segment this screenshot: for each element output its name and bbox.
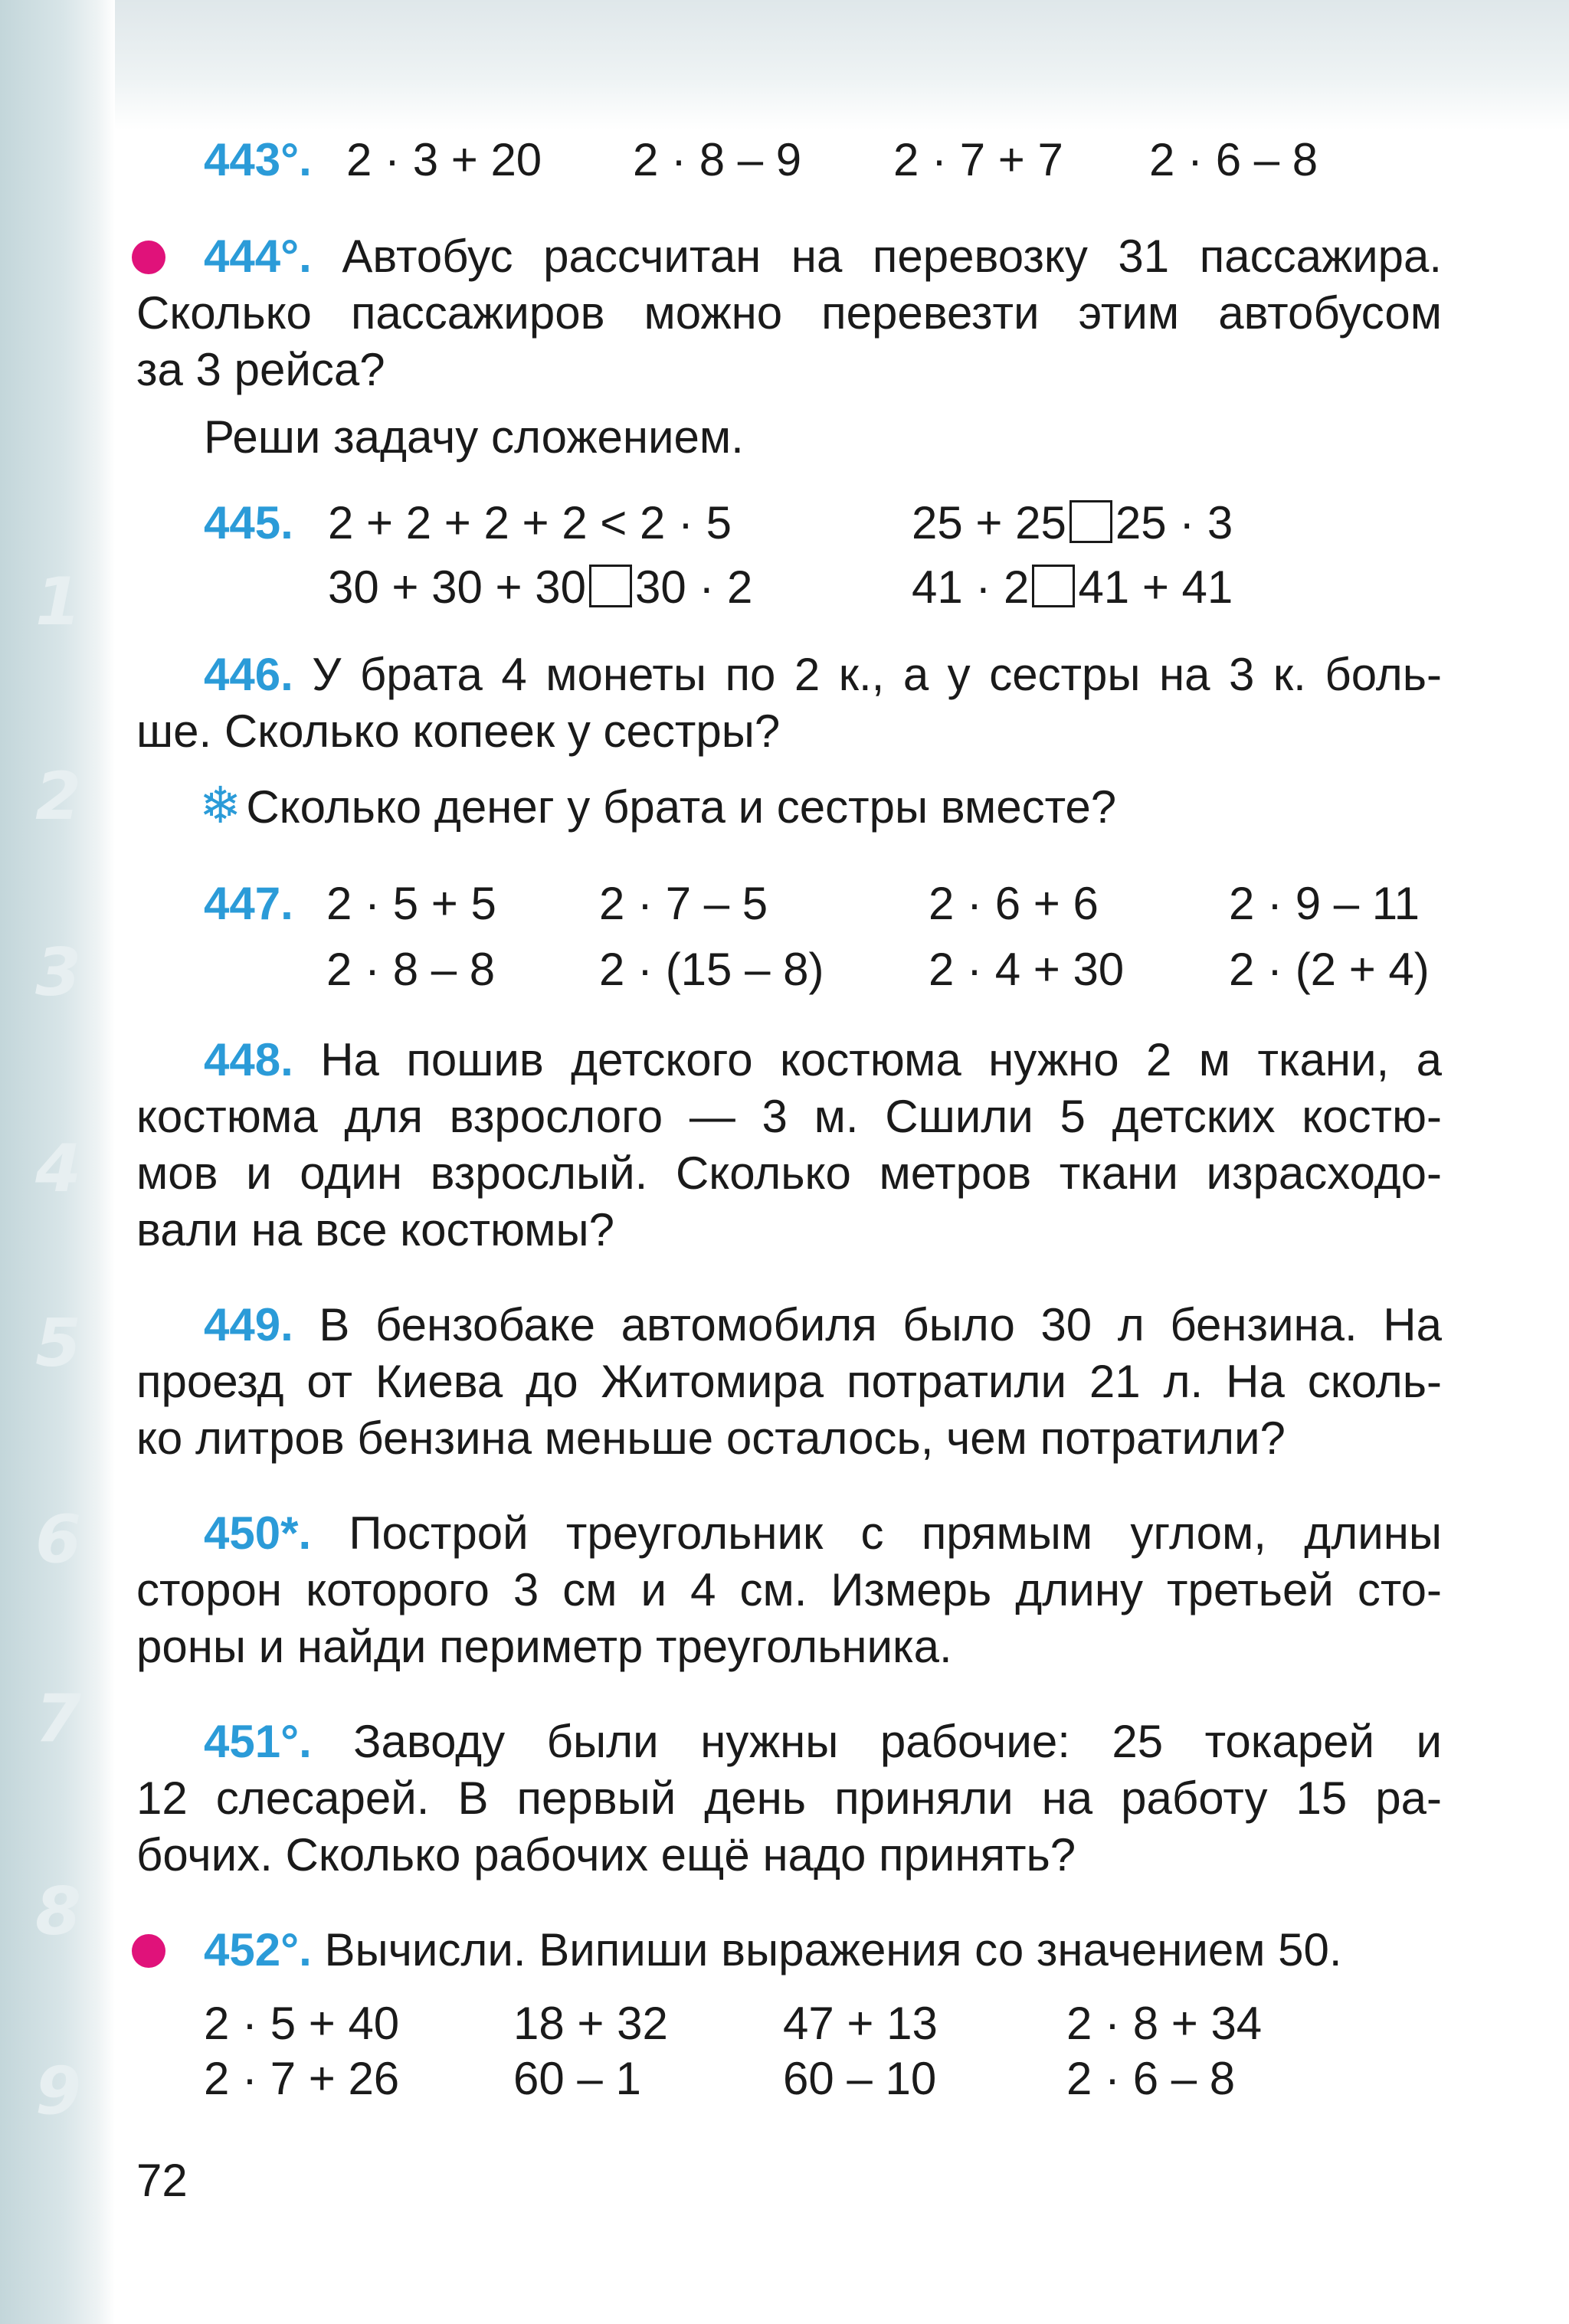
expression: 2 · 8 – 8 bbox=[326, 944, 496, 995]
comparison: 30 + 30 + 30 30 · 2 bbox=[328, 561, 753, 613]
side-strip bbox=[0, 0, 115, 2324]
text-line: сторон которого 3 см и 4 см. Измерь длину третьей сто- bbox=[136, 1564, 1442, 1615]
side-number: 3 bbox=[35, 935, 81, 1011]
expression: 2 · (15 – 8) bbox=[599, 944, 824, 995]
exercise-448 bbox=[136, 1032, 1442, 1259]
snowflake-icon: ❄ bbox=[199, 777, 242, 833]
side-number: 8 bbox=[35, 1874, 81, 1950]
expression: 2 · 6 – 8 bbox=[1149, 134, 1318, 185]
expression: 2 · (2 + 4) bbox=[1229, 944, 1430, 995]
exercise-444 bbox=[136, 228, 1442, 466]
exercise-443 bbox=[136, 132, 1442, 188]
expression: 2 · 5 + 40 bbox=[204, 1998, 400, 2049]
text-line: бочих. Сколько рабочих ещё надо принять? bbox=[136, 1829, 1076, 1880]
side-number: 9 bbox=[35, 2053, 81, 2129]
side-number: 6 bbox=[35, 1501, 81, 1578]
extra-task: ❄ Сколько денег у брата и сестры вместе? bbox=[199, 777, 1117, 833]
text-line: мов и один взрослый. Сколько метров ткани израсходо- bbox=[136, 1147, 1442, 1199]
text-line: за 3 рейса? bbox=[136, 344, 385, 395]
exercise-447 bbox=[136, 876, 1442, 1007]
text-line: Вычисли. Випиши выражения со значением 50. bbox=[324, 1924, 1342, 1975]
answer-box[interactable] bbox=[589, 565, 632, 607]
instruction: Реши задачу сложением. bbox=[204, 411, 744, 463]
page-content bbox=[136, 132, 1442, 2106]
expression: 60 – 10 bbox=[783, 2053, 937, 2104]
expression: 2 · 3 + 20 bbox=[346, 134, 542, 185]
text-line: проезд от Киева до Житомира потратили 21 л. На сколь- bbox=[136, 1356, 1442, 1407]
expression: 2 · 8 + 34 bbox=[1066, 1998, 1263, 2049]
answer-box[interactable] bbox=[1069, 500, 1112, 543]
side-number: 7 bbox=[35, 1681, 81, 1757]
exercise-number: 444°. bbox=[204, 231, 312, 282]
exercise-number: 450*. bbox=[204, 1507, 312, 1559]
expression: 2 · 7 – 5 bbox=[599, 878, 768, 929]
expression: 2 · 6 + 6 bbox=[929, 878, 1099, 929]
text-line: ко литров бензина меньше осталось, чем потратили? bbox=[136, 1412, 1286, 1464]
text-line: ше. Сколько копеек у сестры? bbox=[136, 705, 781, 757]
answer-box[interactable] bbox=[1032, 565, 1075, 607]
exercise-number: 451°. bbox=[204, 1716, 312, 1767]
exercise-452 bbox=[136, 1922, 1442, 2106]
exercise-number: 445. bbox=[204, 497, 293, 548]
side-number: 2 bbox=[35, 758, 81, 835]
expression: 2 · 6 – 8 bbox=[1066, 2053, 1236, 2104]
text-line: Сколько пассажиров можно перевезти этим автобусом bbox=[136, 287, 1442, 339]
expression: 18 + 32 bbox=[513, 1998, 668, 2049]
expression: 2 · 5 + 5 bbox=[326, 878, 496, 929]
text-line: Заводу были нужны рабочие: 25 токарей и bbox=[353, 1716, 1443, 1767]
exercise-446 bbox=[136, 646, 1442, 836]
expression: 2 · 7 + 26 bbox=[204, 2053, 400, 2104]
side-number: 1 bbox=[35, 564, 81, 640]
exercise-number: 448. bbox=[204, 1034, 293, 1085]
text-line: В бензобаке автомобиля было 30 л бензина. На bbox=[319, 1299, 1443, 1350]
problem-text bbox=[136, 228, 1442, 398]
expression: 2 · 7 + 7 bbox=[893, 134, 1063, 185]
side-number: 5 bbox=[35, 1305, 81, 1382]
comparison: 41 · 2 41 + 41 bbox=[912, 561, 1233, 613]
text-line: роны и найди периметр треугольника. bbox=[136, 1621, 952, 1672]
exercise-number: 443°. bbox=[204, 134, 312, 185]
text-line: 12 слесарей. В первый день приняли на работу 15 ра- bbox=[136, 1772, 1442, 1824]
magenta-bullet-icon bbox=[132, 1934, 165, 1968]
page-number: 72 bbox=[136, 2155, 188, 2206]
exercise-number: 452°. bbox=[204, 1924, 312, 1975]
expression: 47 + 13 bbox=[783, 1998, 938, 2049]
text-line: вали на все костюмы? bbox=[136, 1204, 615, 1255]
magenta-bullet-icon bbox=[132, 241, 165, 274]
text-line: Построй треугольник с прямым углом, длины bbox=[349, 1507, 1443, 1559]
exercise-number: 447. bbox=[204, 878, 293, 929]
expression: 2 · 9 – 11 bbox=[1229, 878, 1420, 929]
comparison: 2 + 2 + 2 + 2 < 2 · 5 bbox=[328, 497, 732, 548]
exercise-445 bbox=[136, 495, 1442, 624]
exercise-number: 449. bbox=[204, 1299, 293, 1350]
exercise-449 bbox=[136, 1297, 1442, 1467]
side-number: 4 bbox=[35, 1131, 81, 1207]
expression: 2 · 4 + 30 bbox=[929, 944, 1125, 995]
text-line: Автобус рассчитан на перевозку 31 пассажира. bbox=[342, 231, 1443, 282]
text-line: На пошив детского костюма нужно 2 м ткани, а bbox=[320, 1034, 1443, 1085]
expression: 2 · 8 – 9 bbox=[633, 134, 802, 185]
comparison: 25 + 25 25 · 3 bbox=[912, 497, 1233, 548]
top-gradient bbox=[0, 0, 1569, 130]
text-line: У брата 4 монеты по 2 к., а у сестры на 3 к. боль- bbox=[312, 649, 1443, 700]
exercise-number: 446. bbox=[204, 649, 293, 700]
text-line: костюма для взрослого — 3 м. Сшили 5 детских костю- bbox=[136, 1091, 1442, 1142]
exercise-450 bbox=[136, 1505, 1442, 1675]
expression: 60 – 1 bbox=[513, 2053, 641, 2104]
exercise-451 bbox=[136, 1714, 1442, 1884]
